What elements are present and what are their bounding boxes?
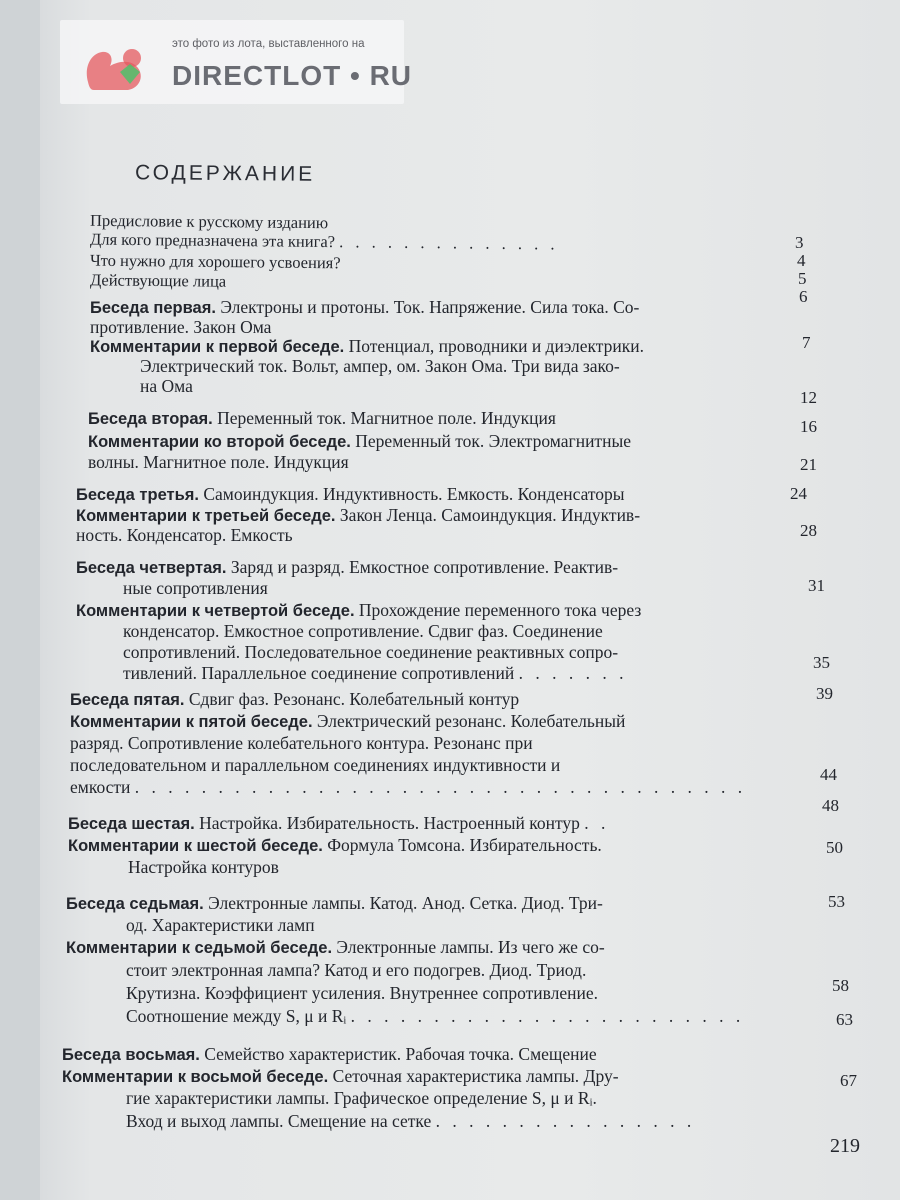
squirrel-logo-icon [80,38,172,94]
toc-line: Беседа седьмая. Электронные лампы. Катод. Анод. Сетка. Диод. Три- [66,893,603,913]
toc-page-number: 4 [797,251,806,270]
toc-line: на Ома [140,376,193,396]
toc-page-number: 24 [790,484,807,503]
toc-page-number: 31 [808,576,825,595]
toc-line: последовательном и параллельном соединениях индуктивности и [70,755,561,775]
toc-line: Для кого предназначена эта книга? . . . . . . . . . . . . . . [89,229,559,254]
toc-line: тивлений. Параллельное соединение сопротивлений . . . . . . . [123,663,628,683]
toc-line: Комментарии к восьмой беседе. Сеточная характеристика лампы. Дру- [62,1066,619,1086]
toc-line: Комментарии к третьей беседе. Закон Ленца. Самоиндукция. Индуктив- [76,505,641,525]
toc-line: гие характеристики лампы. Графическое определение S, μ и Rᵢ. [126,1088,597,1108]
toc-line: од. Характеристики ламп [126,915,315,935]
toc-page-number: 7 [802,333,811,352]
toc-line: Комментарии к четвертой беседе. Прохождение переменного тока через [76,600,642,620]
toc-page-number: 12 [800,388,817,407]
toc-page-number: 6 [799,287,808,306]
toc-line: Беседа шестая. Настройка. Избирательность. Настроенный контур . . [68,813,610,833]
watermark-caption: это фото из лота, выставленного на [172,38,365,50]
toc-line: Комментарии к пятой беседе. Электрический резонанс. Колебательный [70,711,626,731]
toc-line: Настройка контуров [128,857,279,877]
toc-page-number: 28 [800,521,817,540]
toc-page-number: 53 [828,892,845,911]
toc-line: Крутизна. Коэффициент усиления. Внутреннее сопротивление. [126,983,599,1003]
book-page [40,0,900,1200]
toc-page-number: 16 [800,417,817,436]
toc-page-number: 3 [795,233,804,252]
toc-line: Беседа вторая. Переменный ток. Магнитное поле. Индукция [88,408,556,428]
toc-line: емкости . . . . . . . . . . . . . . . . . . . . . . . . . . . . . . . . . . . . . [70,777,747,797]
toc-page-number: 58 [832,976,849,995]
toc-line: разряд. Сопротивление колебательного контура. Резонанс при [70,733,533,753]
toc-page-number: 39 [816,684,833,703]
toc-line: Комментарии ко второй беседе. Переменный ток. Электромагнитные [88,431,631,451]
toc-heading: СОДЕРЖАНИЕ [134,161,316,186]
toc-line: Беседа пятая. Сдвиг фаз. Резонанс. Колебательный контур [70,689,520,709]
toc-line: противление. Закон Ома [90,317,272,337]
page-number: 219 [830,1135,860,1157]
toc-line: Что нужно для хорошего усвоения? [89,250,341,273]
toc-page-number: 50 [826,838,843,857]
toc-line: волны. Магнитное поле. Индукция [88,452,349,472]
toc-page-number: 48 [822,796,839,815]
toc-line: Беседа восьмая. Семейство характеристик. Рабочая точка. Смещение [62,1044,597,1064]
toc-line: Действующие лица [89,270,227,291]
toc-line: ные сопротивления [123,578,268,598]
toc-line: Электрический ток. Вольт, ампер, ом. Закон Ома. Три вида зако- [140,356,620,376]
toc-page-number: 67 [840,1071,857,1090]
watermark [60,20,413,104]
toc-line: Беседа третья. Самоиндукция. Индуктивность. Емкость. Конденсаторы [76,484,625,504]
watermark-brand: DIRECTLOT • RU [172,60,413,91]
toc-page-number: 21 [800,455,817,474]
toc-line: сопротивлений. Последовательное соединение реактивных сопро- [123,642,619,662]
toc-line: Комментарии к седьмой беседе. Электронные лампы. Из чего же со- [66,937,605,957]
toc-line: Вход и выход лампы. Смещение на сетке . . . . . . . . . . . . . . . . [126,1111,696,1131]
toc-line: ность. Конденсатор. Емкость [76,525,293,545]
toc-line: Беседа четвертая. Заряд и разряд. Емкостное сопротивление. Реактив- [76,557,619,577]
toc-line: Предисловие к русскому изданию [89,210,329,233]
toc-line: конденсатор. Емкостное сопротивление. Сдвиг фаз. Соединение [123,621,603,641]
toc-line: Беседа первая. Электроны и протоны. Ток. Напряжение. Сила тока. Со- [90,297,640,317]
toc-line: стоит электронная лампа? Катод и его подогрев. Диод. Триод. [126,960,587,980]
toc-page-number: 44 [820,765,837,784]
toc-page-number: 63 [836,1010,853,1029]
toc-line: Комментарии к шестой беседе. Формула Томсона. Избирательность. [68,835,602,855]
toc-line: Соотношение между S, μ и Rᵢ . . . . . . . . . . . . . . . . . . . . . . . . [126,1006,745,1026]
toc-line: Комментарии к первой беседе. Потенциал, проводники и диэлектрики. [90,336,645,356]
toc-page-number: 35 [813,653,830,672]
toc-page-number: 5 [798,269,807,288]
